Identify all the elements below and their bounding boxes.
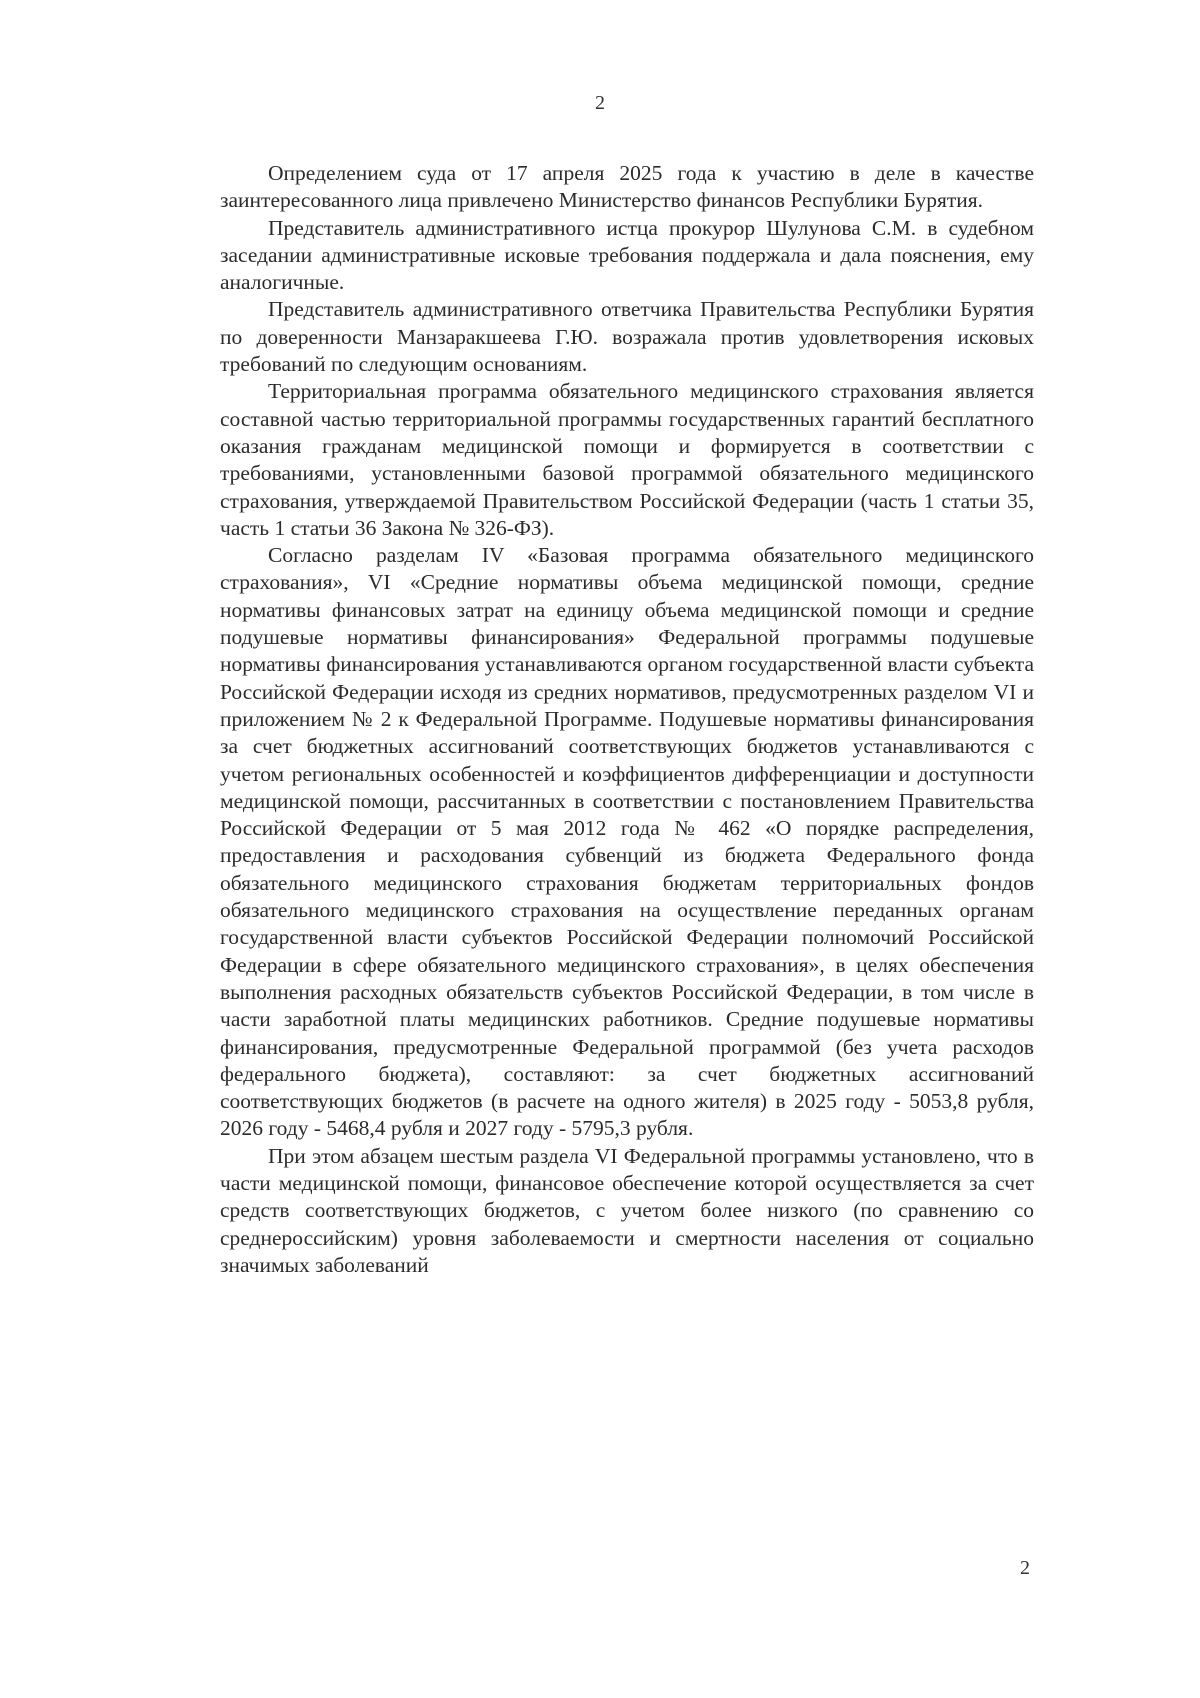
paragraph: Определением суда от 17 апреля 2025 года к участию в деле в качестве заинтересованного лица привлечено Министерство финансов Республики Бурятия.: [220, 161, 1034, 213]
paragraph: Представитель административного истца прокурор Шулунова С.М. в судебном заседании административные исковые требования поддержала и дала пояснения, ему аналогичные.: [220, 215, 1034, 295]
page-number-bottom: 2: [1020, 1557, 1030, 1579]
paragraph: При этом абзацем шестым раздела VI Федеральной программы установлено, что в части медицинской помощи, финансовое обеспечение которой осуществляется за счет средств соответствующих бюджетов, с учетом более низкого (по сравнению со среднероссийским) уровня заболеваемости и смертности населения от социально значимых заболеваний: [220, 1143, 1034, 1277]
paragraph: Согласно разделам IV «Базовая программа обязательного медицинского страхования», VI «Средние нормативы объема медицинской помощи, средние нормативы финансовых затрат на единицу объема медицинской помощи и средние подушевые нормативы финансирования» Федеральной программы подушевые нормативы финансирования устанавливаются органом государственной власти субъекта Российской Федерации исходя из средних нормативов, предусмотренных разделом VI и приложением № 2 к Федеральной Программе. Подушевые нормативы финансирования за счет бюджетных ассигнований соответствующих бюджетов устанавливаются с учетом региональных особенностей и коэффициентов дифференциации и доступности медицинской помощи, рассчитанных в соответствии с постановлением Правительства Российской Федерации от 5 мая 2012 года № 462 «О порядке распределения, предоставления и расходования субвенций из бюджета Федерального фонда обязательного медицинского страхования бюджетам территориальных фондов обязательного медицинского страхования на осуществление переданных органам государственной власти субъектов Российской Федерации полномочий Российской Федерации в сфере обязательного медицинского страхования», в целях обеспечения выполнения расходных обязательств субъектов Российской Федерации, в том числе в части заработной платы медицинских работников. Средние подушевые нормативы финансирования, предусмотренные Федеральной программой (без учета расходов федерального бюджета), составляют: за счет бюджетных ассигнований соответствующих бюджетов (в расчете на одного жителя) в 2025 году - 5053,8 рубля, 2026 году - 5468,4 рубля и 2027 году - 5795,3 рубля.: [220, 543, 1034, 1141]
page-number-top: 2: [595, 92, 605, 114]
paragraph: Представитель административного ответчика Правительства Республики Бурятия по доверенности Манзаракшеева Г.Ю. возражала против удовлетворения исковых требований по следующим основаниям.: [220, 297, 1034, 377]
document-body: [220, 160, 1034, 1279]
paragraph: Территориальная программа обязательного медицинского страхования является составной частью территориальной программы государственных гарантий бесплатного оказания гражданам медицинской помощи и формируется в соответствии с требованиями, установленными базовой программой обязательного медицинского страхования, утверждаемой Правительством Российской Федерации (часть 1 статьи 35, часть 1 статьи 36 Закона № 326-ФЗ).: [220, 379, 1034, 540]
